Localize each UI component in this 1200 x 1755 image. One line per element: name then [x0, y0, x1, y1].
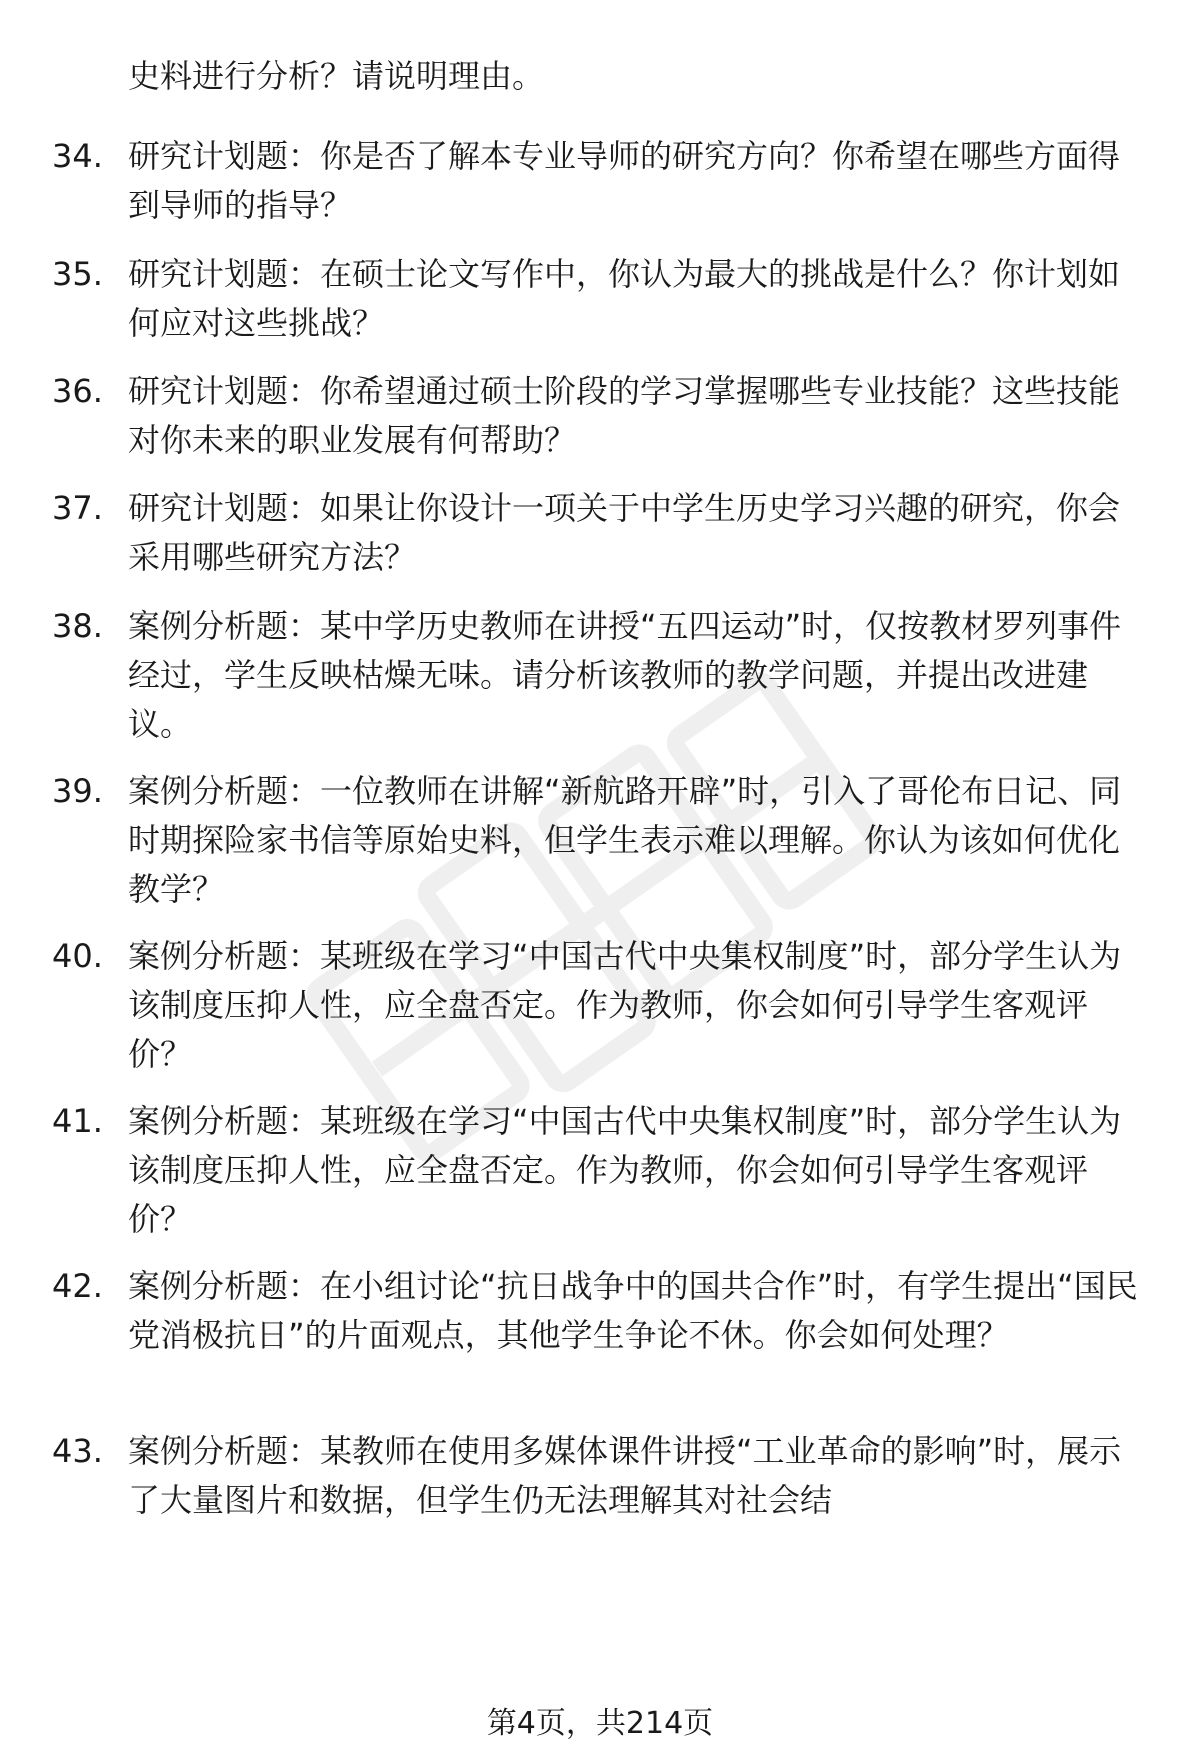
question-text: 研究计划题：你是否了解本专业导师的研究方向？你希望在哪些方面得到导师的指导？ — [128, 137, 1121, 224]
list-item — [52, 132, 1142, 230]
question-number: 41. — [52, 1102, 103, 1140]
question-text: 研究计划题：如果让你设计一项关于中学生历史学习兴趣的研究，你会采用哪些研究方法？ — [128, 489, 1121, 576]
question-text: 研究计划题：你希望通过硕士阶段的学习掌握哪些专业技能？这些技能对你未来的职业发展有何帮助？ — [128, 372, 1121, 459]
question-text: 案例分析题：某班级在学习“中国古代中央集权制度”时，部分学生认为该制度压抑人性，应全盘否定。作为教师，你会如何引导学生客观评价？ — [128, 1102, 1122, 1238]
question-number: 39. — [52, 772, 103, 810]
question-text: 案例分析题：某教师在使用多媒体课件讲授“工业革命的影响”时，展示了大量图片和数据，但学生仍无法理解其对社会结 — [128, 1432, 1122, 1519]
carryover-text: 史料进行分析？请说明理由。 — [128, 57, 545, 95]
list-item — [52, 1097, 1142, 1244]
list-item — [52, 1262, 1142, 1360]
list-item — [52, 602, 1142, 749]
question-number: 43. — [52, 1432, 103, 1470]
question-number: 40. — [52, 937, 103, 975]
page-footer: 第4页，共214页 — [486, 1706, 714, 1741]
question-text: 研究计划题：在硕士论文写作中，你认为最大的挑战是什么？你计划如何应对这些挑战？ — [128, 255, 1121, 342]
question-number: 34. — [52, 137, 103, 175]
list-item — [52, 250, 1142, 348]
question-text: 案例分析题：在小组讨论“抗日战争中的国共合作”时，有学生提出“国民党消极抗日”的片面观点，其他学生争论不休。你会如何处理？ — [128, 1267, 1138, 1354]
list-item — [52, 1427, 1142, 1525]
question-text: 案例分析题：某班级在学习“中国古代中央集权制度”时，部分学生认为该制度压抑人性，应全盘否定。作为教师，你会如何引导学生客观评价？ — [128, 937, 1122, 1073]
question-text: 案例分析题：一位教师在讲解“新航路开辟”时，引入了哥伦布日记、同时期探险家书信等原始史料，但学生表示难以理解。你认为该如何优化教学？ — [128, 772, 1122, 908]
question-number: 42. — [52, 1267, 103, 1305]
list-item — [52, 484, 1142, 582]
list-item — [52, 767, 1142, 914]
question-number: 38. — [52, 607, 103, 645]
question-number: 35. — [52, 255, 103, 293]
question-number: 37. — [52, 489, 103, 527]
question-number: 36. — [52, 372, 103, 410]
question-text: 案例分析题：某中学历史教师在讲授“五四运动”时，仅按教材罗列事件经过，学生反映枯燥无味。请分析该教师的教学问题，并提出改进建议。 — [128, 607, 1122, 743]
list-item — [52, 367, 1142, 465]
list-item — [52, 932, 1142, 1079]
